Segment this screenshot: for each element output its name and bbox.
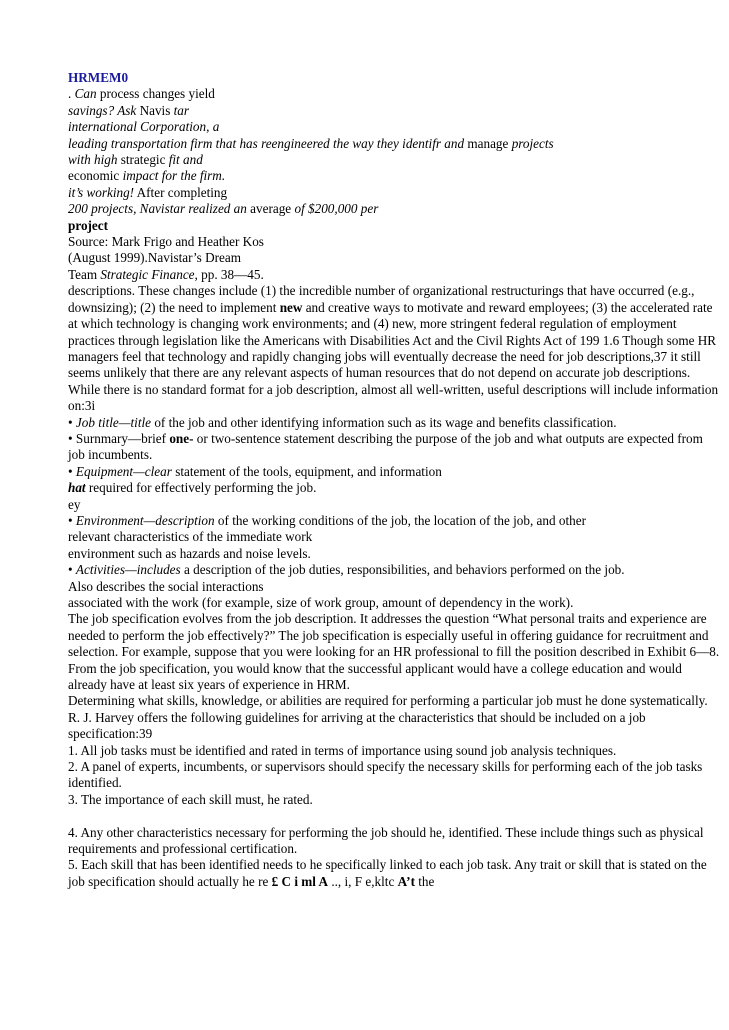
sidebar-line: it’s working! After completing (68, 184, 228, 200)
source-citation-line: (August 1999).Navistar’s Dream (68, 250, 241, 266)
bullet-item-job-title: • Job title—title of the job and other identifying information such as its wage and benefits classification. (68, 414, 617, 430)
body-paragraph: descriptions. These changes include (1) the incredible number of organizational restructurings that have occurred (e.g., downsizing); (2) the need to implement new and creative ways to motivate and reward employees; (3) the accelerated rate at which technology is changing work environments; and (4) new, more stringent federal regulation of employment practices through legislation like the Americans with Disabilities Act and the Civil Rights Act of 199 1.6 Though some HR managers feel that technology and rapidly changing jobs will eventually decrease the need for job descriptions,37 it still seems unlikely that there are any relevant aspects of human resources that do not depend on accurate job descriptions. (68, 283, 717, 381)
stray-text-fragment: ey (68, 496, 81, 512)
bullet-item-environment-continued: relevant characteristics of the immediate work (68, 529, 313, 545)
sidebar-line: international Corporation, a (68, 119, 220, 135)
sidebar-line: project (68, 217, 109, 233)
sidebar-line: 200 projects, Navistar realized an average of $200,000 per (68, 201, 379, 217)
sidebar-line: with high strategic fit and (68, 152, 203, 168)
body-paragraph: While there is no standard format for a job description, almost all well-written, useful descriptions will include information on:3i (68, 381, 719, 414)
document-page (68, 70, 720, 890)
sidebar-line: leading transportation firm that has reengineered the way they identifr and manage projects (68, 135, 554, 151)
sidebar-line: . Can process changes yield (68, 86, 215, 102)
numbered-item: 1. All job tasks must be identified and rated in terms of importance using sound job analysis techniques. (68, 742, 617, 758)
bullet-item-summary: • Surnmary—brief one- or two-sentence statement describing the purpose of the job and what outputs are expected from job incumbents. (68, 430, 703, 463)
body-paragraph: Determining what skills, knowledge, or abilities are required for performing a particular job must he done systematically. R. J. Harvey offers the following guidelines for arriving at the characteristics that should be included on a job specification:39 (68, 693, 708, 742)
navistar-sidebar-text (68, 86, 720, 283)
source-citation-line: Team Strategic Finance, pp. 38—45. (68, 266, 264, 282)
sidebar-line: savings? Ask Navis tar (68, 102, 190, 118)
blank-line (68, 808, 720, 824)
bullet-item-activities-continued: Also describes the social interactions (68, 578, 264, 594)
numbered-item: 3. The importance of each skill must, he rated. (68, 791, 313, 807)
bullet-item-equipment: • Equipment—clear statement of the tools, equipment, and information (68, 463, 442, 479)
sidebar-line: economic impact for the firm. (68, 168, 226, 184)
bullet-item-environment: • Environment—description of the working conditions of the job, the location of the job, and other (68, 512, 586, 528)
numbered-item: 5. Each skill that has been identified needs to he specifically linked to each job task. Any trait or skill that is stated on the job specification should actually he re £ C i ml A .., i, F e,kltc A’t the (68, 857, 707, 889)
source-citation-line: Source: Mark Frigo and Heather Kos (68, 234, 264, 250)
bullet-item-environment-continued: environment such as hazards and noise levels. (68, 545, 311, 561)
document-header-title: HRMEM0 (68, 70, 129, 85)
body-paragraph: The job specification evolves from the job description. It addresses the question “What personal traits and experience are needed to perform the job effectively?” The job specification is especially useful in offering guidance for recruitment and selection. For example, suppose that you were looking for an HR professional to fill the position described in Exhibit 6—8. From the job specification, you would know that the successful applicant would have a college education and would already have at least six years of experience in HRM. (68, 611, 720, 693)
numbered-item: 4. Any other characteristics necessary for performing the job should he, identified. These include things such as physical requirements and professional certification. (68, 824, 704, 857)
numbered-item: 2. A panel of experts, incumbents, or supervisors should specify the necessary skills for performing each of the job tasks identified. (68, 759, 703, 791)
bullet-item-equipment-continued: hat required for effectively performing the job. (68, 480, 317, 496)
bullet-item-activities-continued: associated with the work (for example, size of work group, amount of dependency in the work). (68, 595, 574, 610)
bullet-item-activities: • Activities—includes a description of the job duties, responsibilities, and behaviors performed on the job. (68, 562, 625, 578)
